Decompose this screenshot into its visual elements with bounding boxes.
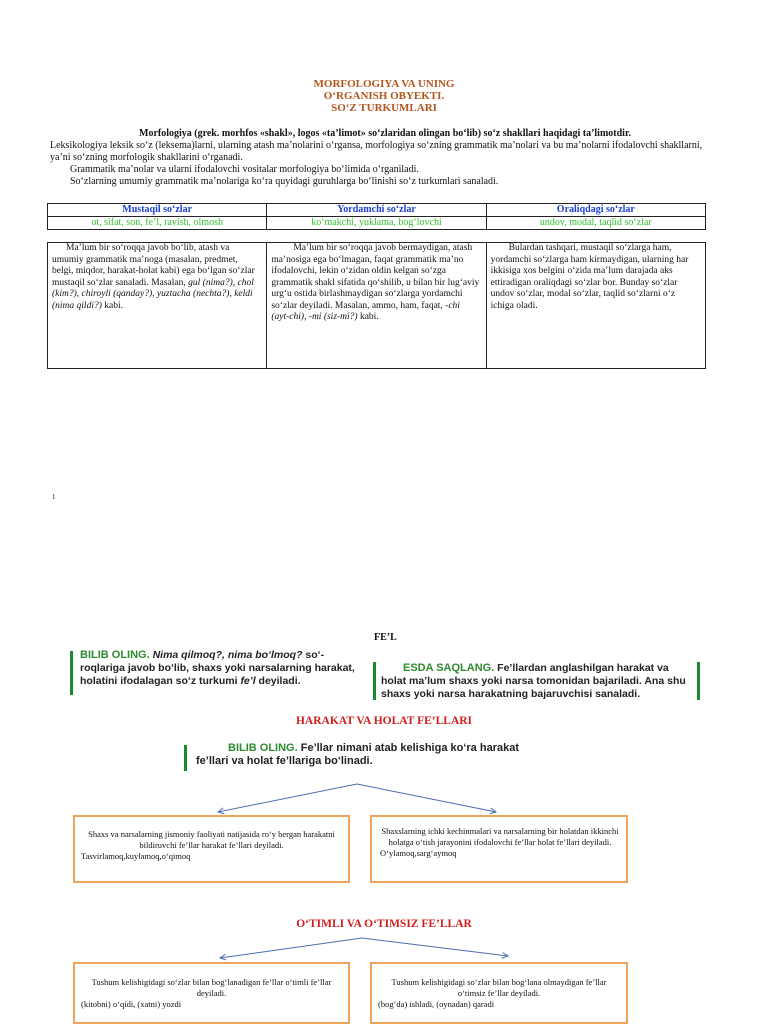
page-number: 1 <box>52 493 56 501</box>
box-example: Tasvirlamoq,kuylamoq,o‘qimoq <box>81 851 191 861</box>
box-text: Tushum kelishigidagi so‘zlar bilan bog‘lana olmaydigan fe’llar o‘timsiz fe’llar deyiladi. <box>391 977 607 998</box>
bilib-text: so‘-roqlariga javob bo‘lib, shaxs yoki narsalarning harakat, holatini ifodalagan so‘z turkumi <box>80 649 355 687</box>
category-members: ko‘makchi, yuklama, bog‘lovchi <box>267 217 486 230</box>
description-text: Ma’lum bir so‘roqqa javob bermaydigan, atash ma’nosiga ega bo‘lmagan, faqat grammatik ma’no ifodalovchi, lekin o‘zidan oldin kelgan so‘zga grammatik shakl sifatida qo‘shilib, u bilan bir lug‘aviy urg‘u ostida birlashmaydigan so‘zlarga yordamchi so‘zlar deyiladi. Masalan, ammo, ham, faqat, <box>271 243 480 311</box>
esda-label: ESDA SAQLANG. <box>403 662 495 674</box>
description-end: kabi. <box>357 312 379 322</box>
bilib-label: BILIB OLING. <box>80 649 150 661</box>
otimsiz-box <box>370 962 628 1024</box>
description-text: Ma’lum bir so‘roqqa javob bo‘lib, atash va umumiy grammatik ma’noga (masalan, predmet, belgi, miqdor, harakat-holat kabi) ega bo‘lgan so‘zlar mustaqil so‘zlar sanaladi. Masalan, <box>52 243 255 288</box>
bilib-questions: Nima qilmoq?, nima bo‘lmoq? <box>152 649 303 661</box>
box-text: Shaxs va narsalarning jismoniy faoliyati natijasida ro‘y bergan harakatni bildiruvchi fe’llar harakat fe’llari deyiladi. <box>88 829 335 850</box>
means-paragraph: Grammatik ma’nolar va ularni ifodalovchi vositalar morfologiya bo‘limida o‘rganiladi. <box>70 164 419 175</box>
category-name: Mustaqil so‘zlar <box>48 204 267 217</box>
section-title-otimli: O‘TIMLI VA O‘TIMSIZ FE’LLAR <box>296 918 472 930</box>
section-title-harakat: HARAKAT VA HOLAT FE’LLARI <box>295 715 473 727</box>
otimli-box <box>73 962 350 1024</box>
title-line: O‘RGANISH OBYEKTI. <box>323 90 445 102</box>
category-name: Oraliqdagi so‘zlar <box>486 204 705 217</box>
category-name: Yordamchi so‘zlar <box>267 204 486 217</box>
definition: Morfologiya (grek. morhfos «shakl», logos «ta’limot» so‘zlaridan olingan bo‘lib) so‘z shakllari haqidagi ta’limotdir. <box>139 128 631 139</box>
description-examples: -chi (ayt-chi), -mi (siz-mi?) <box>271 300 460 322</box>
holat-box <box>370 815 628 883</box>
lexicology-paragraph: Leksikologiya leksik so‘z (leksema)larni, ularning atash ma’nolarini o‘rgansa, morfologiya so‘zning grammatik ma’nolari va bu ma’nolarni ifodalovchi shakllarni, ya’ni so‘zning morfologik shakllarini o‘rganadi. <box>50 140 703 163</box>
arrow-right <box>362 938 508 956</box>
title-line: SO‘Z TURKUMLARI <box>331 102 437 114</box>
arrow-right <box>357 784 496 812</box>
bilib-label: BILIB OLING. <box>228 742 298 754</box>
box-example: (bog‘da) ishladi, (oynadan) qaradi <box>378 999 495 1009</box>
box-example: (kitobni) o‘qidi, (xatni) yozdi <box>81 999 182 1009</box>
box-text: Tushum kelishigidagi so‘zlar bilan bog‘lanadigan fe’llar o‘timli fe’llar deyiladi. <box>91 977 332 998</box>
groups-paragraph: So‘zlarning umumiy grammatik ma’nolariga ko‘ra quyidagi guruhlarga bo‘linishi so‘z turkumlari sanaladi. <box>70 176 499 187</box>
category-members: undov, modal, taqlid so‘zlar <box>486 217 705 230</box>
bilib-term: fe’l <box>240 675 256 687</box>
box-example: O‘ylamoq,sarg‘aymoq <box>380 848 457 858</box>
esda-text: Fe’llardan anglashilgan harakat va holat ma’lum shaxs yoki narsa tomonidan bajariladi. Ana shu shaxs yoki narsa harakatning bajaruvchisi sanaladi. <box>381 662 686 700</box>
harakat-box <box>73 815 350 883</box>
description-end: kabi. <box>101 300 123 311</box>
fel-heading: FE’L <box>374 632 397 643</box>
arrow-left <box>218 784 357 812</box>
bilib-text: Fe’llar nimani atab kelishiga ko‘ra harakat fe’llari va holat fe’llariga bo‘linadi. <box>196 742 519 767</box>
description-text: Bulardan tashqari, mustaqil so‘zlarga ham, yordamchi so‘zlarga ham kirmaydigan, ularning har ikkisiga xos belgini o‘zida ma’lum darajada aks ettiradigan oraliqdagi so‘zlar bor. Bunday so‘zlar undov so‘zlar, modal so‘zlar, taqlid so‘zlarni o‘z ichiga oladi. <box>490 243 689 311</box>
title-line: MORFOLOGIYA VA UNING <box>313 78 455 90</box>
category-members: ot, sifat, son, fe’l, ravish, olmosh <box>48 217 267 230</box>
description-examples: gul (nima?), chol (kim?), chiroyli (qanday?), yuztacha (nechta?), keldi (nima qildi?) <box>52 277 254 311</box>
arrow-left <box>220 938 362 958</box>
box-text: Shaxslarning ichki kechinmalari va narsalarning bir holatdan ikkinchi holatga o‘tish jarayonini ifodalovchi fe’llar holat fe’llari deyiladi. <box>381 826 619 847</box>
bilib-text-end: deyiladi. <box>255 675 301 687</box>
